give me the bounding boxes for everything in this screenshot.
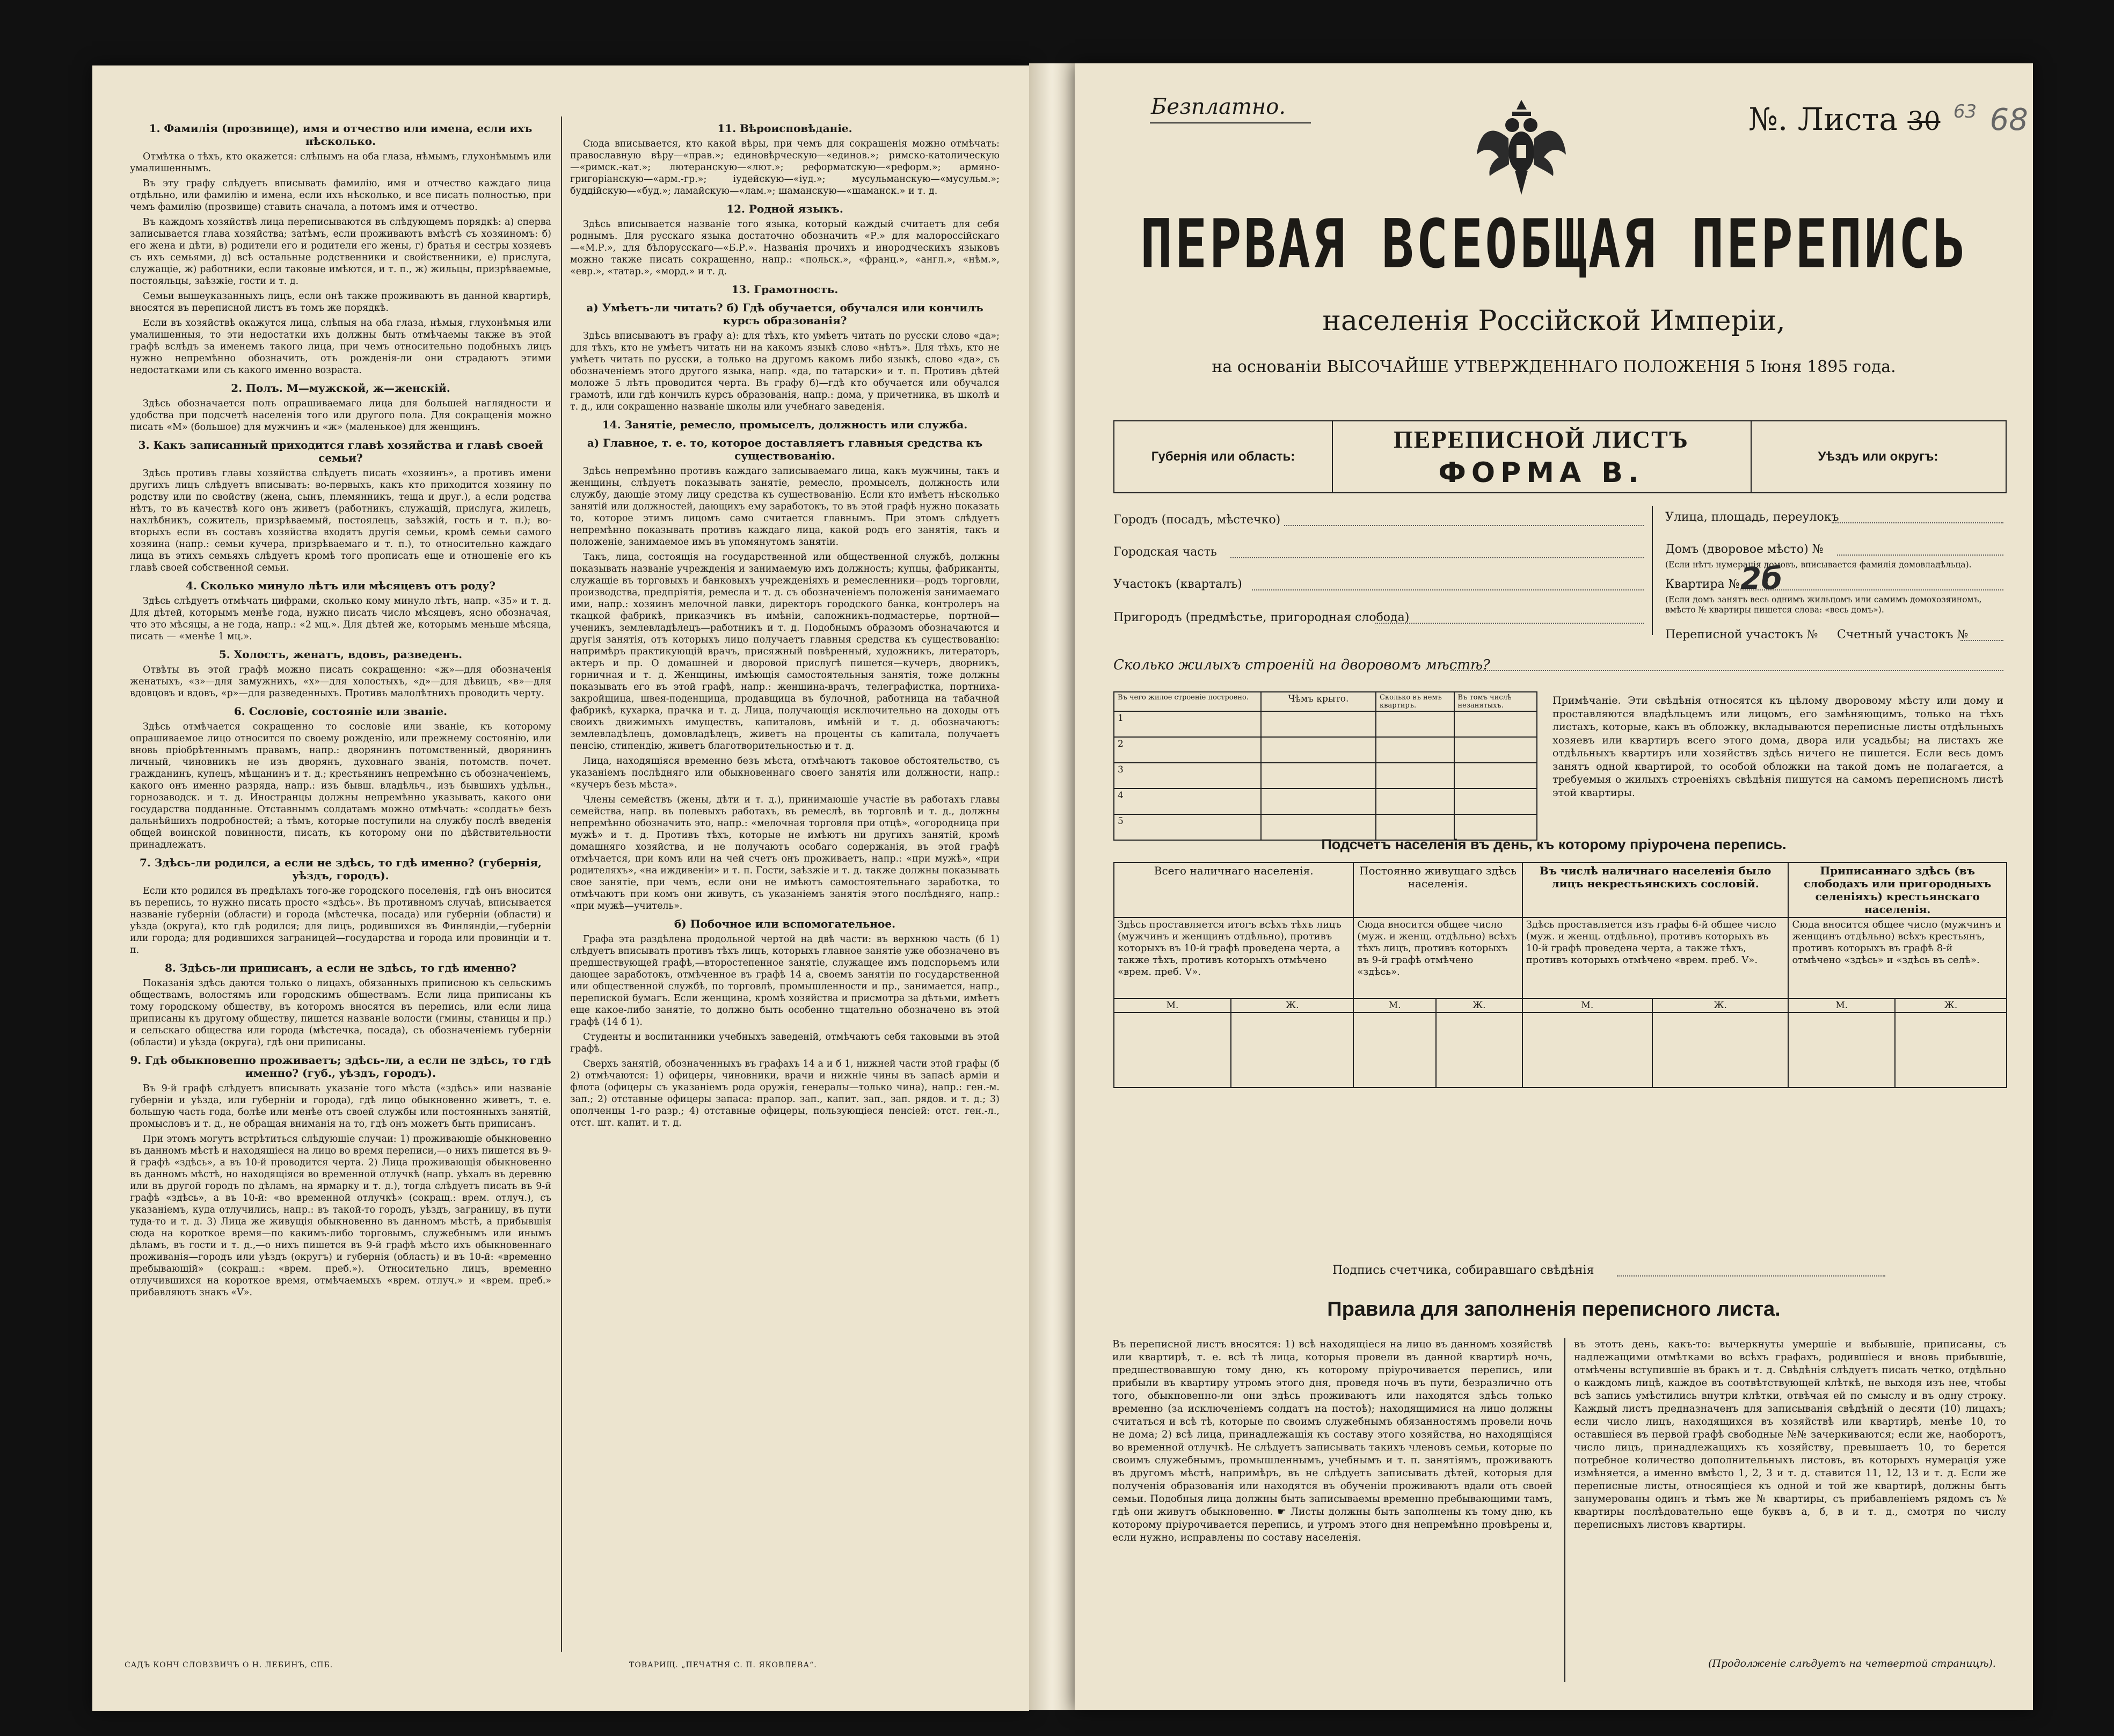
paragraph: Сюда вписывается, кто какой вѣры, при чемъ для сокращенія можно отмѣчать: православную вѣру—«прав.»; единовѣрческую—«единов.»; римско-католическую—«римск.-кат.»; лютеранскую—«лют.»; реформатскую—«реформ.»; армяно-григоріанскую—«арм.-гр.»; іудейскую—«іуд.»; мусульманскую—«мусульм.»; буддійскую—«буд.»; ламайскую—«лам.»; шаманскую—«шаманск.» и т. д. — [570, 138, 1000, 196]
subtitle: населенія Россійской Имперіи, — [1322, 305, 1785, 337]
apartment-note: (Если домъ занятъ весь однимъ жильцомъ или самимъ домохозяиномъ, вмѣсто № квартиры пишется слова: «весь домъ»). — [1665, 595, 1982, 615]
city-part-line — [1230, 557, 1644, 558]
city-line — [1284, 525, 1644, 526]
paragraph: Въ 9-й графѣ слѣдуетъ вписывать указаніе того мѣста («здѣсь» или названіе губерніи и уѣзда, или губерніи и города), гдѣ лицо обыкновенно живетъ, т. е. большую часть года, болѣе или менѣе отъ своей службы или постоянныхъ занятій, промысловъ и т. д., не обращая вниманія на то, гдѣ онъ можетъ быть приписанъ. — [130, 1083, 551, 1129]
bt-row-num: 3 — [1114, 763, 1261, 789]
free-underline — [1150, 122, 1311, 123]
ct-value[interactable] — [1522, 1012, 1652, 1088]
ct-header: Въ числѣ наличнаго населенія было лицъ некрестьянскихъ сословій. — [1522, 863, 1789, 917]
ct-sub: М. — [1522, 998, 1652, 1012]
precinct-line — [1960, 640, 2003, 641]
section-heading: 1. Фамилія (прозвище), имя и отчество или имена, если ихъ нѣсколько. — [149, 122, 533, 148]
ct-desc: Здѣсь проставляется итогъ всѣхъ тѣхъ лицъ (мужчинъ и женщинъ отдѣльно), противъ которыхъ въ 10-й графѣ проведена черта, а также тѣхъ, противъ которыхъ отмѣчено «врем. преб. V». — [1114, 917, 1353, 998]
paragraph: Здѣсь непремѣнно противъ каждаго записываемаго лица, какъ мужчины, такъ и женщины, слѣдуетъ показывать занятіе, ремесло, промыселъ, должность или службу, дающіе этому лицу средства къ существованію. Если кто имѣетъ нѣсколько занятій или должностей, дающихъ ему заработокъ, то въ этой графѣ нужно показать то, которое этимъ лицомъ само считается главнымъ. При этомъ слѣдуетъ непремѣнно показывать противъ каждаго лица, какой родъ его занятія, такъ и положеніе, занимаемое имъ въ упомянутомъ занятіи. — [570, 466, 1000, 548]
section-heading: 14. Занятіе, ремесло, промыселъ, должность или служба. — [602, 418, 968, 431]
bt-cell[interactable] — [1376, 737, 1454, 763]
bt-cell[interactable] — [1376, 789, 1454, 814]
signature-label: Подпись счетчика, собиравшаго свѣдѣнія — [1332, 1264, 1594, 1277]
ct-value[interactable] — [1436, 1012, 1522, 1088]
bt-cell[interactable] — [1261, 711, 1376, 737]
ct-value[interactable] — [1895, 1012, 2007, 1088]
rules-title: Правила для заполненія переписного листа. — [1327, 1298, 1781, 1321]
signature-line — [1617, 1275, 1885, 1277]
paragraph: Если въ хозяйствѣ окажутся лица, слѣпыя на оба глаза, нѣмыя, глухонѣмыя или умалишенныя, то эти недостатки ихъ должны быть отмѣчаемы также въ этой графѣ вслѣдъ за именемъ такого лица, при чемъ относительно подобныхъ лицъ нужно непремѣнно обозначить, отъ рожденія-ли они страдаютъ этими недостатками или съ какого именно возраста. — [130, 318, 551, 376]
district-line — [1252, 589, 1644, 590]
paragraph: Здѣсь вписывается названіе того языка, который каждый считаетъ для себя роднымъ. Для русскаго языка достаточно обозначить «Р.» для малороссійскаго—«М.Р.», для бѣлорусскаго—«Б.Р.». Названія прочихъ и инородческихъ языковъ можно также писать сокращенно, напр.: «польск.», «франц.», «англ.», «нѣм.», «евр.», «татар.», «морд.» и т. д. — [570, 219, 1000, 277]
sheet-label: №. Листа — [1748, 101, 1898, 137]
paragraph: Графа эта раздѣлена продольной чертой на двѣ части: въ верхнюю часть (б 1) слѣдуетъ вписывать противъ тѣхъ лицъ, которыхъ главное занятіе уже обозначено въ предшествующей графѣ,—второстепенное занятіе, служащее имъ подспорьемъ или дающее заработокъ, отмѣченное въ графѣ 14 а, своемъ занятіи по государственной или общественной службѣ, по торговлѣ, промышленности и пр., занимается, напр., перепиской бумагъ. Если женщина, кромѣ хозяйства и присмотра за дѣтьми, имѣетъ еще какое-либо занятіе, то должно быть особенно тщательно обозначено въ этой графѣ (14 б 1). — [570, 934, 1000, 1027]
ct-desc-row — [1114, 917, 2007, 998]
table-row — [1114, 711, 1537, 737]
rules-divider — [1564, 1338, 1565, 1682]
apartment-line — [1740, 589, 2003, 590]
paragraph: Отмѣтка о тѣхъ, кто окажется: слѣпымъ на оба глаза, нѣмымъ, глухонѣмымъ или умалишеннымъ. — [130, 151, 551, 174]
street-label: Улица, площадь, переулокъ — [1665, 510, 1839, 524]
paragraph: Здѣсь отмѣчается сокращенно то сословіе или званіе, къ которому опрашиваемое лицо относится по своему рожденію, или прежнему состоянію, или вновь пріобрѣтеннымъ правамъ, напр.: дворянинъ потомственный, дворянинъ личный, чиновникъ не изъ дворянъ, духовнаго званія, потомств. почет. гражданинъ, купецъ, мѣщанинъ и т. д.; крестьянинъ непремѣнно съ обозначеніемъ, какого онъ именно разряда, напр.: изъ бывш. владѣльч., изъ бывшихъ удѣльн., горнозаводск. и т. д. Иностранцы должны непремѣнно указывать, какого они государства подданные. Отставнымъ солдатамъ можно отмѣчать: «солдатъ» безъ дальнѣйшихъ подробностей; а тѣмъ, которые поступили на службу послѣ введенія общей воинской повинности, писать, къ которому они по дѣйствительности принадлежатъ. — [130, 721, 551, 850]
section-heading: 6. Сословіе, состояніе или званіе. — [234, 705, 448, 718]
bt-cell[interactable] — [1454, 763, 1537, 789]
left-column-2 — [570, 116, 1000, 1132]
ct-desc: Сюда вносится общее число (муж. и женщ. отдѣльно) всѣхъ тѣхъ лицъ, противъ которыхъ въ 9-й графѣ отмѣчено «здѣсь». — [1353, 917, 1522, 998]
table-row — [1114, 737, 1537, 763]
sheet-struck: 30 — [1907, 106, 1941, 136]
paragraph: Здѣсь обозначается полъ опрашиваемаго лица для большей наглядности и удобства при подсчетѣ населенія того или другого пола. Для сокращенія можно писать «М» (большое) для мужчинъ и «ж» (маленькое) для женщинъ. — [130, 398, 551, 433]
ct-value-row — [1114, 1012, 2007, 1088]
buildings-question: Сколько жилыхъ строеній на дворовомъ мѣстѣ? — [1113, 657, 1490, 673]
imperial-eagle-icon — [1475, 96, 1569, 198]
uezd-label: Уѣздъ или округъ: — [1818, 449, 1938, 464]
bt-header: Чѣмъ крыто. — [1261, 692, 1376, 711]
buildings-line — [1450, 670, 2003, 671]
paragraph: Здѣсь противъ главы хозяйства слѣдуетъ писать «хозяинъ», а противъ имени другихъ лицъ слѣдуетъ вписывать: во-первыхъ, какъ кто приходится хозяину по родству или по свойству (жена, сынъ, племянникъ, теща и друг.), а если родства нѣтъ, то въ качествѣ кого онъ живетъ (работникъ, служащій, прислуга, жилецъ, нахлѣбникъ, сожитель, призрѣваемый, постоялецъ, заѣзжій, гость и т. п.); во-вторыхъ если въ составъ хозяйства входятъ другія семьи, кромѣ семьи самого хозяина (напр.: семьи кучера, призрѣваемаго и т. п.), то относительно каждаго лица въ этихъ семьяхъ слѣдуетъ кромѣ того прописать еще и отношеніе его къ главѣ своей собственной семьи. — [130, 468, 551, 573]
gubernia-cell — [1114, 421, 1333, 492]
section-heading: 5. Холостъ, женатъ, вдовъ, разведенъ. — [218, 648, 463, 661]
section-heading: а) Главное, т. е. то, которое доставляетъ главныя средства къ существованію. — [587, 436, 983, 462]
section-heading: 4. Сколько минуло лѣтъ или мѣсяцевъ отъ роду? — [186, 579, 495, 592]
section-heading: 9. Гдѣ обыкновенно проживаетъ; здѣсь-ли, а если не здѣсь, то гдѣ именно? (губ., уѣздъ, городъ). — [130, 1054, 551, 1079]
bt-row-num: 4 — [1114, 789, 1261, 814]
bt-cell[interactable] — [1261, 737, 1376, 763]
form-title-1: ПЕРЕПИСНОЙ ЛИСТЪ — [1393, 425, 1689, 453]
ct-sub-row — [1114, 998, 2007, 1012]
house-note: (Если нѣтъ нумерація домовъ, вписывается фамилія домовладѣльца). — [1665, 560, 1972, 570]
buildings-header-row — [1114, 692, 1537, 711]
count-precinct-label: Счетный участокъ № — [1837, 628, 1969, 641]
form-title-cell — [1332, 421, 1752, 492]
apartment-value: 2б — [1740, 561, 1783, 596]
right-page — [1075, 63, 2033, 1710]
paragraph: Семьи вышеуказанныхъ лицъ, если онѣ также проживаютъ въ данной квартирѣ, вносятся въ переписной листъ въ томъ же порядкѣ. — [130, 291, 551, 313]
house-label: Домъ (дворовое мѣсто) № — [1665, 543, 1824, 556]
footer-printer-right: ТОВАРИЩ. „ПЕЧАТНЯ С. П. ЯКОВЛЕВА“. — [629, 1661, 817, 1669]
paragraph: Здѣсь слѣдуетъ отмѣчать цифрами, сколько кому минуло лѣтъ, напр. «35» и т. д. Для дѣтей, которымъ менѣе года, нужно писать число мѣсяцевъ, ясно обозначая, что это мѣсяцы, а не года, напр.: «2 мц.». Для дѣтей же, которымъ меньше мѣсяца, писать — «менѣе 1 мц.». — [130, 596, 551, 642]
precinct-label: Переписной участокъ № — [1665, 628, 1818, 641]
paragraph: Здѣсь вписываютъ въ графу а): для тѣхъ, кто умѣетъ читать по русски слово «да»; для тѣхъ, кто не умѣетъ читать ни на какомъ языкѣ слово «нѣтъ». Для тѣхъ, кто не умѣетъ читать по русски, а только на другомъ какомъ либо языкѣ, слово «да», съ обозначеніемъ этого другого языка, напр. «да, по татарски» и т. п. Противъ дѣтей моложе 5 лѣтъ проводится черта. Въ графу б)—гдѣ кто обучается или обучался грамотѣ, или гдѣ кончилъ курсъ образованія, напр.: дома, у причетника, въ школѣ и т. д., или сокращенно названіе школы или учебнаго заведенія. — [570, 331, 1000, 412]
section-heading: а) Умѣетъ-ли читать? б) Гдѣ обучается, обучался или кончилъ курсъ образованія? — [586, 301, 983, 327]
ct-sub: Ж. — [1652, 998, 1789, 1012]
paragraph: При этомъ могутъ встрѣтиться слѣдующіе случаи: 1) проживающіе обыкновенно въ данномъ мѣстѣ и находящіеся на лицо во время переписи,—о нихъ пишется въ 9-й графѣ «здѣсь», а въ 10-й проводится черта. 2) Лица проживающія обыкновенно въ данномъ мѣстѣ, но находящіяся во временной отлучкѣ (напр. уѣхалъ въ деревню или въ другой городъ по дѣламъ, на ярмарку и т. д.), тогда слѣдуетъ писать въ 9-й графѣ «здѣсь», а въ 10-й: «во временной отлучкѣ» (сокращ.: врем. отлуч.), съ указаніемъ, куда отлучились, напр.: въ такой-то городъ, уѣздъ, заграницу, въ пути туда-то и т. д. 3) Лица же живущія обыкновенно въ данномъ мѣстѣ, а прибывшія сюда на короткое время—по какимъ-либо торговымъ, служебнымъ или инымъ дѣламъ, въ гости и т. д.,—о нихъ пишется въ 9-й графѣ мѣсто ихъ обыкновеннаго проживанія—городъ или уѣздъ (округъ) и губернія (область) и въ 10-й: «временно пребывающій» (сокращ.: «врем. преб.»). Относительно лицъ, временно отлучившихся на короткое время, отмѣчаемыхъ «врем. отлуч.» и «врем. преб.» прибавляютъ знакъ «V». — [130, 1134, 551, 1298]
bt-header: Въ чего жилое строеніе построено. — [1114, 692, 1261, 711]
form-title-2: ФОРМА В. — [1438, 456, 1644, 489]
ct-desc: Здѣсь проставляется изъ графы 6-й общее число (муж. и женщ. отдѣльно), противъ которыхъ въ 10-й графѣ проведена черта, а также тѣхъ, противъ которыхъ отмѣчено «врем. преб. V». — [1522, 917, 1789, 998]
house-line — [1837, 555, 2003, 556]
ct-value[interactable] — [1788, 1012, 1895, 1088]
ct-sub: Ж. — [1436, 998, 1522, 1012]
bt-header: Въ томъ числѣ незанятыхъ. — [1454, 692, 1537, 711]
paragraph: Студенты и воспитанники учебныхъ заведеній, отмѣчаютъ себя таковыми въ этой графѣ. — [570, 1032, 1000, 1054]
section-heading: 12. Родной языкъ. — [726, 202, 843, 215]
bt-cell[interactable] — [1376, 711, 1454, 737]
legal-basis: на основаніи ВЫСОЧАЙШЕ УТВЕРЖДЕННАГО ПОЛОЖЕНІЯ 5 Іюня 1895 года. — [1212, 358, 1896, 376]
uezd-cell — [1751, 421, 2006, 492]
paragraph: Въ каждомъ хозяйствѣ лица переписываются въ слѣдующемъ порядкѣ: а) сперва записывается глава хозяйства; затѣмъ, если проживаютъ вмѣстѣ съ хозяиномъ: б) его жена и дѣти, в) родители его и родители его жены, г) братья и сестры хозяевъ съ ихъ семьями, д) всѣ остальные родственники и свойственники, е) прислуга, служащіе, ж) работники, если таковые имѣются, и т. п., ж) жильцы, призрѣваемые, постояльцы, заѣзжіе, гости и т. д. — [130, 217, 551, 287]
left-column-1 — [130, 116, 551, 1302]
paragraph: Лица, находящіяся временно безъ мѣста, отмѣчаютъ таковое обстоятельство, съ указаніемъ послѣдняго или обыкновеннаго своего занятія или должности, напр.: «кучеръ безъ мѣста». — [570, 756, 1000, 790]
city-part-label: Городская часть — [1113, 545, 1217, 559]
section-heading: 8. Здѣсь-ли приписанъ, а если не здѣсь, то гдѣ именно? — [164, 961, 517, 974]
form-header-box — [1113, 420, 2007, 493]
column-divider — [561, 116, 562, 1652]
ct-sub: Ж. — [1895, 998, 2007, 1012]
buildings-table — [1113, 691, 1537, 841]
ct-value[interactable] — [1231, 1012, 1353, 1088]
sheet-number — [1748, 101, 2028, 137]
bt-row-num: 1 — [1114, 711, 1261, 737]
section-heading: 13. Грамотность. — [731, 283, 839, 296]
ct-header: Приписаннаго здѣсь (въ слободахъ или пригородныхъ селеніяхъ) крестьянскаго населенія. — [1788, 863, 2007, 917]
footer-printer-left: САДЪ КОНЧ СЛОВЗВИЧЪ О Н. ЛЕБИНЪ, СПБ. — [125, 1661, 333, 1669]
bt-header: Сколько въ немъ квартиръ. — [1376, 692, 1454, 711]
section-heading: 7. Здѣсь-ли родился, а если не здѣсь, то гдѣ именно? (губернія, уѣздъ, городъ). — [139, 856, 542, 882]
paragraph: Сверхъ занятій, обозначенныхъ въ графахъ 14 а и б 1, нижней части этой графы (б 2) отмѣчаются: 1) офицеры, чиновники, врачи и нижніе чины въ запасѣ арміи и флота (офицеры съ указаніемъ рода оружія, генералы—только чина), напр.: ген.-м. зап.; 2) отставные офицеры запаса: прапор. зап., капит. зап., зап. рядов. и т. д.; 3) ополченцы 1-го разр.; 4) отставные офицеры, пользующіеся пенсіей: отст. ген.-л., отст. шт. капит. и т. д. — [570, 1059, 1000, 1128]
ct-header: Всего наличнаго населенія. — [1114, 863, 1353, 917]
left-page — [92, 65, 1029, 1711]
bt-cell[interactable] — [1261, 763, 1376, 789]
address-divider — [1652, 506, 1653, 635]
paragraph: Члены семействъ (жены, дѣти и т. д.), принимающіе участіе въ работахъ главы семейства, напр. въ полевыхъ работахъ, въ ремеслѣ, въ торговлѣ и т. д., должны непремѣнно обозначить это, напр.: «мелочная торговля при отцѣ», «огородница при мужѣ» и т. д. Противъ тѣхъ, которые не имѣютъ ни другихъ занятій, кромѣ домашняго хозяйства, и не получаютъ особаго содержанія, въ этой графѣ отмѣчается, при комъ или на чей счетъ онъ проживаетъ, напр.: «при мужѣ», «при родителяхъ», «на иждивеніи» и т. п. Гости, заѣзжіе и т. д. также должны показывать свое занятіе, при чемъ, если они не имѣютъ самостоятельнаго заработка, то отмѣчаютъ при комъ они живутъ, съ указаніемъ занятія этого послѣдняго, напр.: «при мужѣ—учитель». — [570, 794, 1000, 911]
bt-cell[interactable] — [1261, 789, 1376, 814]
free-label: Безплатно. — [1151, 94, 1286, 119]
count-title: Подсчетъ населенія въ день, къ которому пріурочена перепись. — [1321, 836, 1787, 852]
bt-cell[interactable] — [1376, 763, 1454, 789]
population-count-table — [1113, 862, 2007, 1088]
table-row — [1114, 789, 1537, 814]
ct-value[interactable] — [1652, 1012, 1789, 1088]
section-heading: 2. Полъ. М—мужской, ж—женскій. — [231, 382, 450, 395]
suburb-line — [1375, 623, 1644, 624]
main-title: ПЕРВАЯ ВСЕОБЩАЯ ПЕРЕПИСЬ — [1140, 205, 1967, 283]
bt-cell[interactable] — [1454, 711, 1537, 737]
bt-cell[interactable] — [1454, 737, 1537, 763]
paragraph: Такъ, лица, состоящія на государственной или общественной службѣ, должны показывать названіе учрежденія и занимаемую имъ должность; купцы, фабриканты, служащіе въ торговыхъ и банковыхъ учрежденіяхъ и ремесленники—родъ торговли, производства, предпріятія, ремесла и т. д. съ обозначеніемъ положенія занимаемаго ими, напр.: хозяинъ мелочной лавки, директоръ городского банка, контролеръ на ткацкой фабрикѣ, приказчикъ въ имѣніи, сапожникъ-подмастерье, портной—ученикъ, землевладѣлецъ—работникъ и т. д. Подобнымъ образомъ обозначаются и другія занятія, отъ которыхъ лицо получаетъ главныя средства къ существованію: напримѣръ практикующій врачъ, присяжный повѣренный, художникъ, литераторъ, актеръ и пр. О домашней и дворовой прислугѣ пишется—кучеръ, дворникъ, горничная и т. д. Женщины, имѣющія самостоятельныя занятія, тоже должны показывать его въ этой графѣ, напр.: женщина-врачъ, телеграфистка, портниха-закройщица, швея-поденщица, продавщица въ булочной, работница на табачной фабрикѣ, кухарка, прачка и т. д. Лица, получающія исключительно на доходы отъ своихъ движимыхъ имуществъ, капиталовъ, имѣній и т. д. обозначаютъ: землевладѣлецъ, домовладѣлецъ, живетъ на проценты съ капитала, получаетъ пенсію, стипендію, живетъ благотворительностью и т. д. — [570, 552, 1000, 752]
ct-sub: М. — [1353, 998, 1436, 1012]
bt-cell[interactable] — [1454, 789, 1537, 814]
bt-row-num: 2 — [1114, 737, 1261, 763]
section-heading: б) Побочное или вспомогательное. — [674, 917, 896, 930]
apartment-label: Квартира № — [1665, 578, 1740, 591]
section-heading: 3. Какъ записанный приходится главѣ хозяйства и главѣ своей семьи? — [138, 439, 543, 464]
ct-header-row — [1114, 863, 2007, 917]
ct-value[interactable] — [1114, 1012, 1231, 1088]
ct-sub: М. — [1788, 998, 1895, 1012]
ct-value[interactable] — [1353, 1012, 1436, 1088]
continued-note: (Продолженіе слѣдуетъ на четвертой страницѣ). — [1708, 1658, 1996, 1669]
remark-note: Примѣчаніе. Эти свѣдѣнія относятся къ цѣлому дворовому мѣсту или дому и проставляются владѣльцемъ или лицомъ, его замѣняющимъ, только на тѣхъ листахъ, которые, какъ въ обложку, вкладываются переписные листы отдѣльныхъ хозяевъ или квартиръ всего этого дома, двора или усадьбы; на листахъ же отдѣльныхъ квартиръ или хозяйствъ здѣсь ничего не пишется. Если весь домъ занятъ одной квартирой, то особой обложки на такой домъ не полагается, а требуемыя о жилыхъ строеніяхъ свѣдѣнія пишутся на самомъ переписномъ листѣ этой квартиры. — [1552, 695, 2003, 799]
street-line — [1832, 522, 2003, 523]
paragraph: Показанія здѣсь даются только о лицахъ, обязанныхъ приписною къ сельскимъ обществамъ, волостямъ или городскимъ обществамъ. Если лица приписаны къ тому городскому обществу, въ которомъ вносятся въ перепись, или если лица приписаны къ другому обществу, пишется названіе волости (гмины, станицы и пр.) и сельскаго общества или города (мѣстечка, посада), съ обозначеніемъ губерніи (области) и уѣзда (округа), гдѣ они приписаны. — [130, 978, 551, 1048]
ct-sub: Ж. — [1231, 998, 1353, 1012]
district-label: Участокъ (кварталъ) — [1113, 578, 1242, 591]
city-label: Городъ (посадъ, мѣстечко) — [1113, 513, 1281, 527]
sheet-hand-1: 63 — [1953, 101, 1977, 122]
table-row — [1114, 763, 1537, 789]
sheet-hand-2: 68 — [1989, 103, 2028, 137]
ct-header: Постоянно живущаго здѣсь населенія. — [1353, 863, 1522, 917]
rules-left: Въ переписной листъ вносятся: 1) всѣ находящіеся на лицо въ данномъ хозяйствѣ или квартирѣ, т. е. всѣ тѣ лица, которыя провели въ данной квартирѣ ночь, предшествовавшую тому дню, къ которому пріурочивается перепись, или прибыли въ квартиру утромъ этого дня, проведя ночь въ пути, безразлично отъ того, обыкновенно-ли они здѣсь проживаютъ или находятся здѣсь только временно (за исключеніемъ солдатъ на постоѣ); находящимися на лицо должны считаться и всѣ тѣ, которые по своимъ служебнымъ обязанностямъ провели ночь не дома; 2) всѣ лица, принадлежащія къ составу этого хозяйства, но находящіяся во временной отлучкѣ. Не слѣдуетъ записывать такихъ членовъ семьи, которые по своимъ служебнымъ, промышленнымъ, учебнымъ и т. п. занятіямъ, проживаютъ въ другомъ мѣстѣ, напримѣръ, въ не слѣдуетъ записывать дѣтей, которыя для полученія образованія или находятся въ обученіи проживаютъ вдали отъ своей семьи. Подобныя лица должны быть записываемы временно пребывающими тамъ, гдѣ они живутъ обыкновенно. ☛ Листы должны быть заполнены къ тому дню, къ которому пріурочивается перепись, и утромъ этого дня непремѣнно провѣрены и, если нужно, исправлены по составу населенія. — [1112, 1339, 1552, 1543]
ct-sub: М. — [1114, 998, 1231, 1012]
suburb-label: Пригородъ (предмѣстье, пригородная слобода) — [1113, 611, 1410, 624]
section-heading: 11. Вѣроисповѣданіе. — [717, 122, 852, 135]
ct-desc: Сюда вносится общее число (мужчинъ и женщинъ отдѣльно) всѣхъ крестьянъ, противъ которыхъ въ графѣ 8-й отмѣчено «здѣсь» и «здѣсь въ селѣ». — [1788, 917, 2007, 998]
book-gutter — [1029, 63, 1075, 1710]
gubernia-label: Губернія или область: — [1151, 449, 1295, 464]
rules-right: въ этотъ день, какъ-то: вычеркнуты умершіе и выбывшіе, приписаны, съ надлежащими отмѣтками во всѣхъ графахъ, родившіеся и вновь прибывшіе, отмѣчены вступившіе въ бракъ и т. д. Свѣдѣнія слѣдуетъ писать четко, отдѣльно о каждомъ лицѣ, каждое въ соотвѣтствующей клѣткѣ, не выходя изъ нее, чтобы всѣ запись умѣстились внутри клѣтки, отвѣчая ей по смыслу и въ одну строку. Каждый листъ предназначенъ для записыванія свѣдѣній о десяти (10) лицахъ; если число лицъ, находящихся въ хозяйствѣ или квартирѣ, менѣе 10, то оставшіеся въ первой графѣ свободные №№ зачеркиваются; если же, наоборотъ, число лицъ, принадлежащихъ къ хозяйству, превышаетъ 10, то берется потребное количество дополнительныхъ листовъ, въ которыхъ нумерація уже измѣняется, а именно вмѣсто 1, 2, 3 и т. д. ставится 11, 12, 13 и т. д. Если же переписные листы, относящіеся къ одной и той же квартирѣ, должны быть занумерованы одинъ и тѣмъ же № квартиры, съ прибавленіемъ рядомъ съ № квартиры послѣдовательно еще буквъ а, б, в и т. д., смотря по числу переписныхъ листовъ квартиры. — [1574, 1339, 2006, 1530]
paragraph: Отвѣты въ этой графѣ можно писать сокращенно: «ж»—для обозначенія женатыхъ, «з»—для замужнихъ, «х»—для холостыхъ, «д»—для дѣвицъ, «в»—для вдовцовъ и вдовъ, «р»—для разведенныхъ. Противъ малолѣтнихъ проводить черту. — [130, 665, 551, 699]
paragraph: Если кто родился въ предѣлахъ того-же городского поселенія, гдѣ онъ вносится въ перепись, то нужно писать просто «здѣсь». Въ противномъ случаѣ, вписывается названіе губерніи (области) и города (мѣстечка, посада) или губерніи (области) и уѣзда (округа), кто гдѣ родился; для лицъ, родившихся въ Финляндіи,—губерніи или города; для родившихся заграницей—государства и города или провинціи и т. п. — [130, 886, 551, 955]
bt-row-num: 5 — [1114, 814, 1261, 840]
paragraph: Въ эту графу слѣдуетъ вписывать фамилію, имя и отчество каждаго лица отдѣльно, или фамилію и имена, если ихъ нѣсколько, и все писать полностью, при чемъ фамилію (прозвище) ставить сначала, а потомъ имя и отчество. — [130, 178, 551, 213]
